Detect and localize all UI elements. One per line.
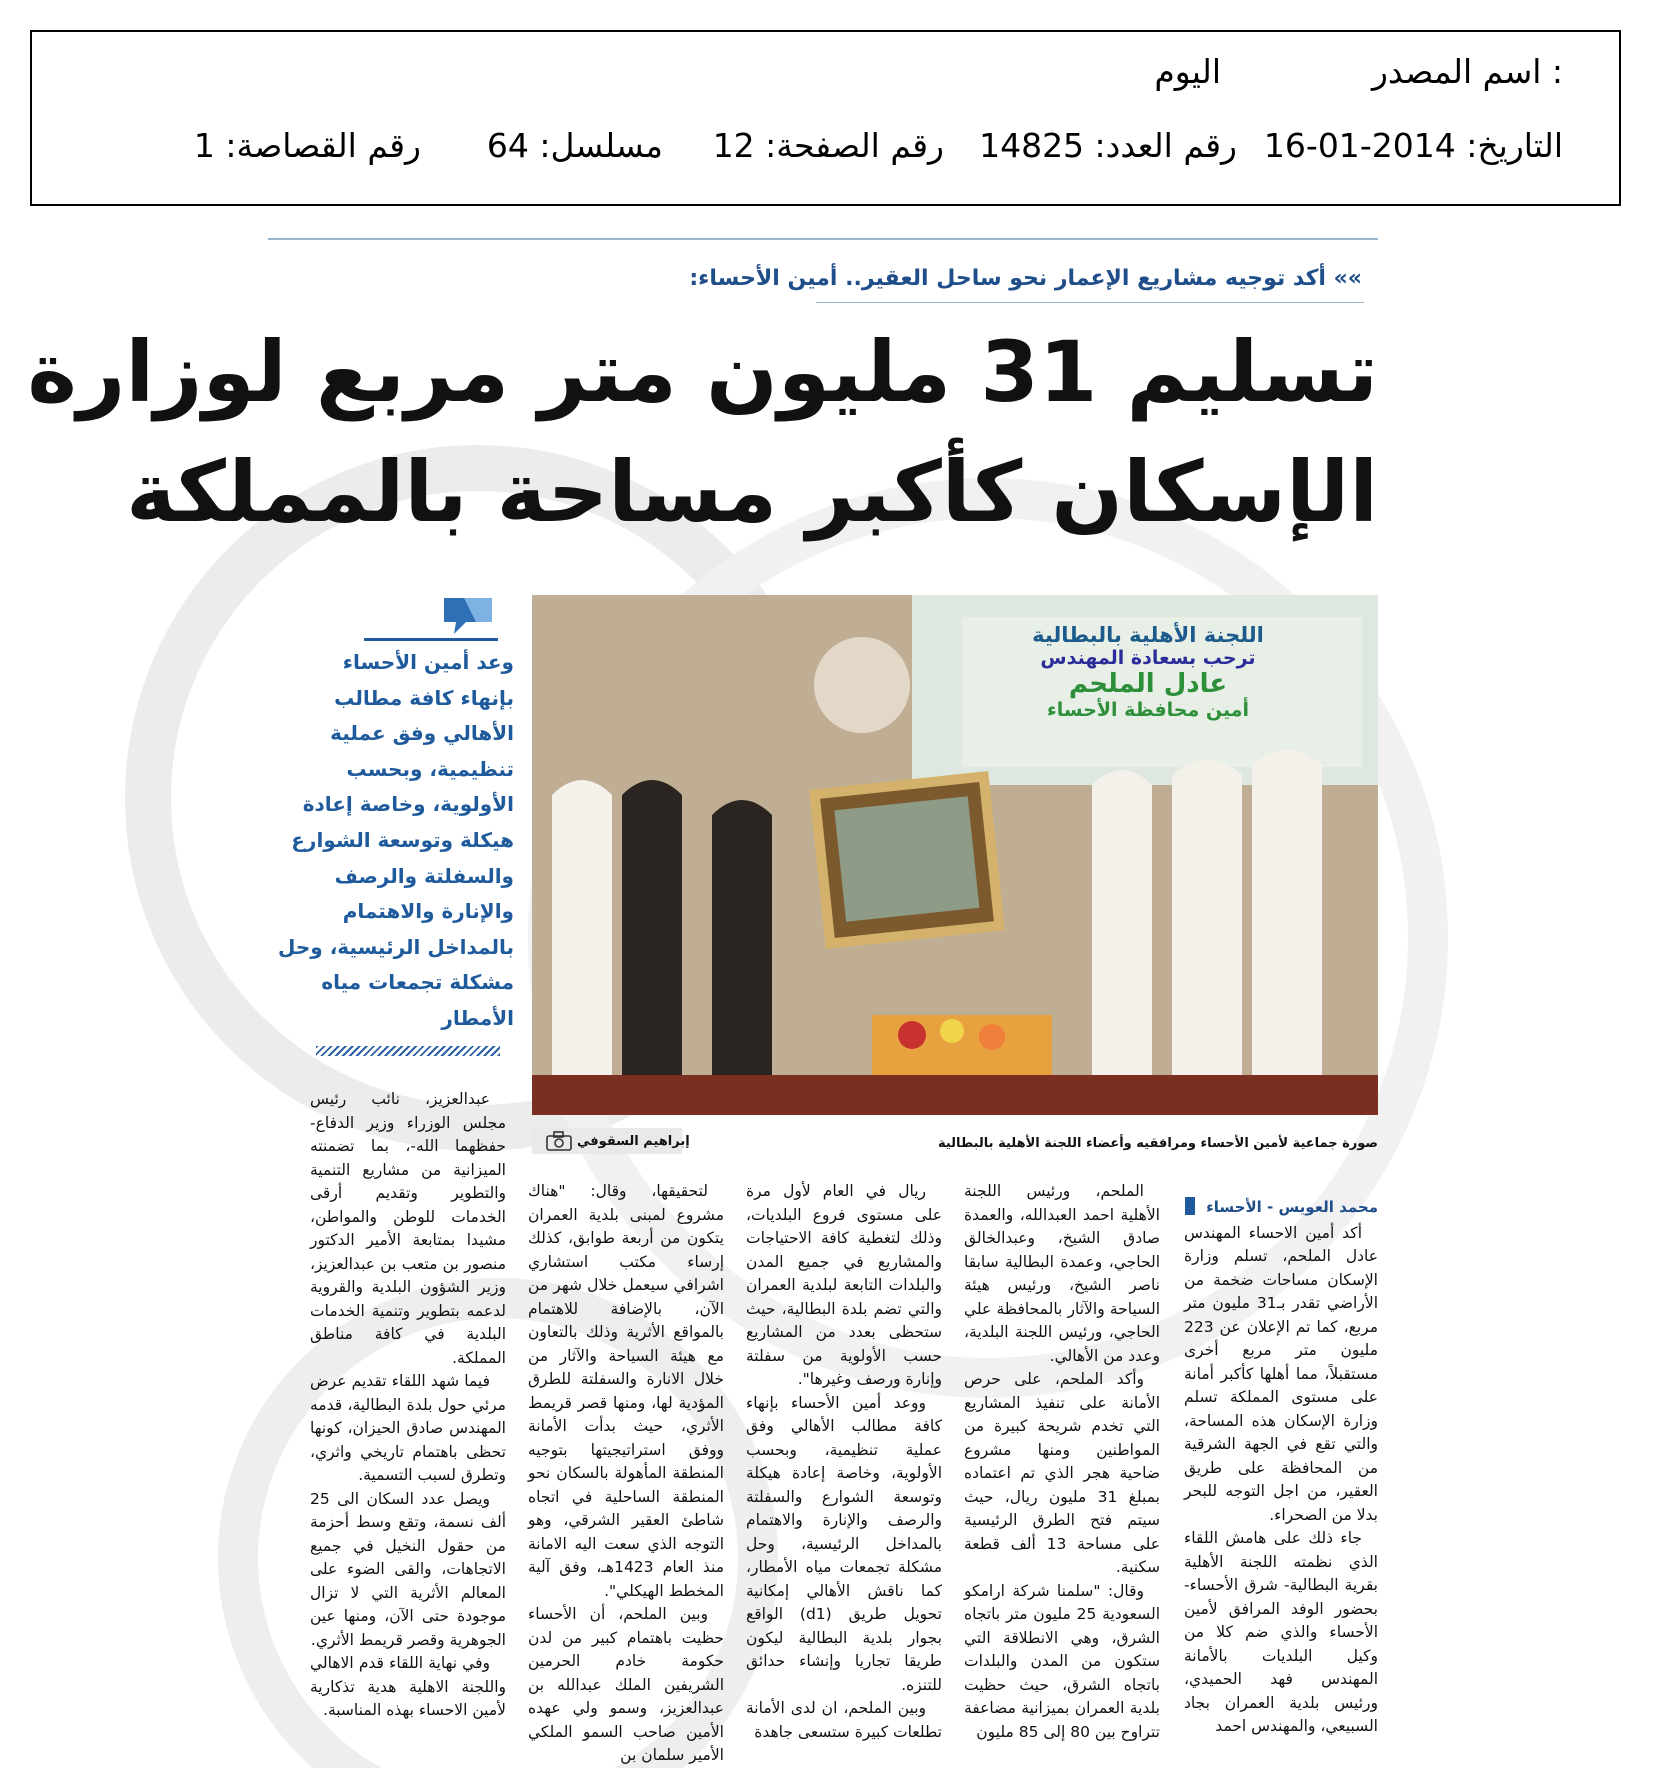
paragraph: ريال في العام لأول مرة على مستوى فروع البلديات، وذلك لتغطية كافة الاحتياجات والمشاريع في جميع المدن والبلدات التابعة لبلدية العمران والتي تضم بلدة البطالية، حيث ستحظى بعدد من المشاريع حسب الأولوية من سفلتة وإنارة ورصف وغيرها". [746, 1182, 942, 1388]
pull-quote-line: والسفلتة والرصف [334, 863, 514, 888]
body-column-5 [310, 1088, 506, 1719]
body-column-3 [746, 1180, 942, 1741]
pull-quote-hatch-rule [316, 1046, 500, 1056]
kicker-underline [816, 302, 1364, 303]
headline-line-1: تسليم 31 مليون متر مربع لوزارة [27, 323, 1378, 421]
page-number-field: رقم الصفحة: 12 [712, 126, 944, 165]
photographer-credit: إبراهيم السقوفي [577, 1134, 690, 1149]
pull-quote-line: والإنارة والاهتمام [342, 899, 514, 924]
body-column-4 [528, 1180, 724, 1764]
banner-line: أمين محافظة الأحساء [1047, 699, 1249, 721]
pull-quote-line: بإنهاء كافة مطالب [334, 685, 514, 710]
paragraph: ووعد أمين الأحساء بإنهاء كافة مطالب الأهالي وفق عملية تنظيمية، وبحسب الأولوية، وخاصة إعادة هيكلة وتوسعة الشوارع والسفلتة والرصف والإنارة والاهتمام بالمداخل الرئيسية، وحل مشكلة تجمعات مياه الأمطار، كما ناقش الأهالي إمكانية تحويل طريق (d1) الواقع بجوار بلدية البطالية ليكون طريقا تجاريا وإنشاء حدائق للتنزه. [746, 1393, 942, 1694]
pull-quote-line: مشكلة تجمعات مياه [321, 970, 514, 995]
source-value: اليوم [1154, 52, 1221, 91]
banner-line: اللجنة الأهلية بالبطالية [1032, 623, 1264, 647]
banner-line: ترحب بسعادة المهندس [1040, 647, 1256, 669]
paragraph: الملحم، ورئيس اللجنة الأهلية احمد العبدالله، والعمدة صادق الشيخ، وعبدالخالق الحاجي، وعمدة البطالية سابقا ناصر الشيخ، ورئيس هيئة السياحة والآثار بالمحافظة علي الحاجي، ورئيس اللجنة البلدية، وعدد من الأهالي. [964, 1182, 1160, 1365]
bookmark-icon [1185, 1197, 1195, 1215]
pull-quote-line: تنظيمية، وبحسب [346, 756, 514, 781]
pull-quote-line: الأهالي وفق عملية [330, 721, 514, 746]
pull-quote-rule [364, 638, 498, 641]
paragraph: عبدالعزيز، نائب رئيس مجلس الوزراء وزير الدفاع- حفظهما الله-، بما تضمنته الميزانية من مشاريع التنمية والتطوير وتقديم أرقى الخدمات للوطن والمواطن، مشيدا بمتابعة الأمير الدكتور منصور بن متعب بن عبدالعزيز، وزير الشؤون البلدية والقروية لدعمه بتطوير وتنمية الخدمات البلدية في كافة مناطق المملكة. [310, 1090, 506, 1367]
pull-quote-line: هيكلة وتوسعة الشوارع [291, 827, 514, 852]
body-column-1 [1184, 1196, 1378, 1735]
pull-quote-line: وعد أمين الأحساء [342, 650, 514, 674]
camera-icon [546, 1131, 572, 1151]
paragraph: وبين الملحم، أن الأحساء حظيت باهتمام كبير من لدن حكومة خادم الحرمين الشريفين الملك عبدالله بن عبدالعزيز، وسمو ولي عهده الأمين صاحب السمو الملكي الأمير سلمان بن [528, 1605, 724, 1764]
clip-number-field: رقم القصاصة: 1 [193, 126, 421, 165]
source-metadata-box [30, 30, 1621, 206]
paragraph: وبين الملحم، ان لدى الأمانة تطلعات كبيرة ستسعى جاهدة [746, 1699, 942, 1741]
photo-caption: صورة جماعية لأمين الأحساء ومرافقيه وأعضاء اللجنة الأهلية بالبطالية [937, 1136, 1378, 1151]
body-column-2 [964, 1180, 1161, 1741]
byline: محمد العويس - الأحساء [1206, 1198, 1378, 1216]
photo-welcome-banner [958, 623, 1338, 721]
headline-line-2: الإسكان كأكبر مساحة بالمملكة [126, 443, 1378, 541]
issue-number-field: رقم العدد: 14825 [979, 126, 1237, 165]
paragraph: وقال: "سلمنا شركة ارامكو السعودية 25 مليون متر باتجاه الشرق، وهي الانطلاقة التي ستكون من المدن والبلدات باتجاه الشرق، حيث حظيت بلدية العمران بميزانية مضاعفة تتراوح بين 80 إلى 85 مليون [964, 1581, 1161, 1741]
serial-field: مسلسل: 64 [486, 126, 663, 165]
top-rule [268, 238, 1378, 240]
article-photo [532, 595, 1378, 1115]
banner-line: عادل الملحم [1068, 669, 1228, 699]
speech-bubble-icon [440, 596, 496, 636]
paragraph: لتحقيقها، وقال: "هناك مشروع لمبنى بلدية العمران يتكون من أربعة طوابق، كذلك إرساء مكتب استشاري اشرافي سيعمل خلال شهر من الآن، بالإضافة للاهتمام بالمواقع الأثرية وذلك بالتعاون مع هيئة السياحة والآثار من خلال الانارة والسفلتة للطرق المؤدية لها، ومنها قصر قريمط الأثري، حيث بدأت الأمانة ووفق استراتيجيتها بتوجيه المنطقة المأهولة بالسكان نحو المنطقة الساحلية في اتجاه شاطئ العقير الشرقي، وهو التوجه الذي سعت اليه الامانة منذ العام 1423هـ، وفق آلية المخطط الهيكلي". [528, 1182, 724, 1600]
pull-quote-line: بالمداخل الرئيسية، وحل [278, 934, 514, 959]
byline-row [1184, 1196, 1378, 1220]
paragraph: ويصل عدد السكان الى 25 ألف نسمة، وتقع وسط أحزمة من حقول النخيل في جميع الاتجاهات، والقى الضوء على المعالم الأثرية التي لا تزال موجودة حتى الآن، ومنها عين الجوهرية وقصر قريمط الأثري. [310, 1489, 506, 1649]
newspaper-clipping [27, 238, 1378, 1764]
pull-quote [278, 650, 514, 1042]
pull-quote-line: الأولوية، وخاصة إعادة [302, 792, 514, 817]
pull-quote-line: الأمطار [441, 1005, 514, 1030]
paragraph: وأكد الملحم، على حرص الأمانة على تنفيذ المشاريع التي تخدم شريحة كبيرة من المواطنين ومنها مشروع ضاحية هجر الذي تم اعتماده بمبلغ 31 مليون ريال، حيث سيتم فتح الطرق الرئيسية على مساحة 13 ألف قطعة سكنية. [964, 1370, 1160, 1576]
paragraph: جاء ذلك على هامش اللقاء الذي نظمته اللجنة الأهلية بقرية البطالية- شرق الأحساء- بحضور الوفد المرافق لأمين الأحساء والذي ضم كلا من وكيل البلديات بالأمانة المهندس فهد الحميدي، ورئيس بلدية العمران بجاد السبيعي، والمهندس احمد [1184, 1529, 1378, 1735]
paragraph: فيما شهد اللقاء تقديم عرض مرئي حول بلدة البطالية، قدمه المهندس صادق الحيزان، كونها تحظى باهتمام تاريخي واثري، وتطرق لسبب التسمية. [310, 1372, 506, 1484]
paragraph: أكد أمين الاحساء المهندس عادل الملحم، تسلم وزارة الإسكان مساحات ضخمة من الأراضي تقدر بـ31 مليون متر مربع، كما تم الإعلان عن 223 مليون متر مربع أخرى مستقبلاً، مما أهلها كأكبر أمانة على مستوى المملكة تسلم وزارة الإسكان هذه المساحة، والتي تقع في الجهة الشرقية من المحافظة على طريق العقير، من اجل التوجه للبحر بدلا من الصحراء. [1184, 1223, 1378, 1524]
date-field: التاريخ: 2014-01-16 [1263, 126, 1563, 165]
paragraph: وفي نهاية اللقاء قدم الاهالي واللجنة الاهلية هدية تذكارية لأمين الاحساء بهذه المناسبة. [310, 1654, 506, 1719]
article-kicker: »» أكد توجيه مشاريع الإعمار نحو ساحل العقير.. أمين الأحساء: [689, 266, 1362, 291]
source-label: اسم المصدر : [1371, 52, 1563, 91]
